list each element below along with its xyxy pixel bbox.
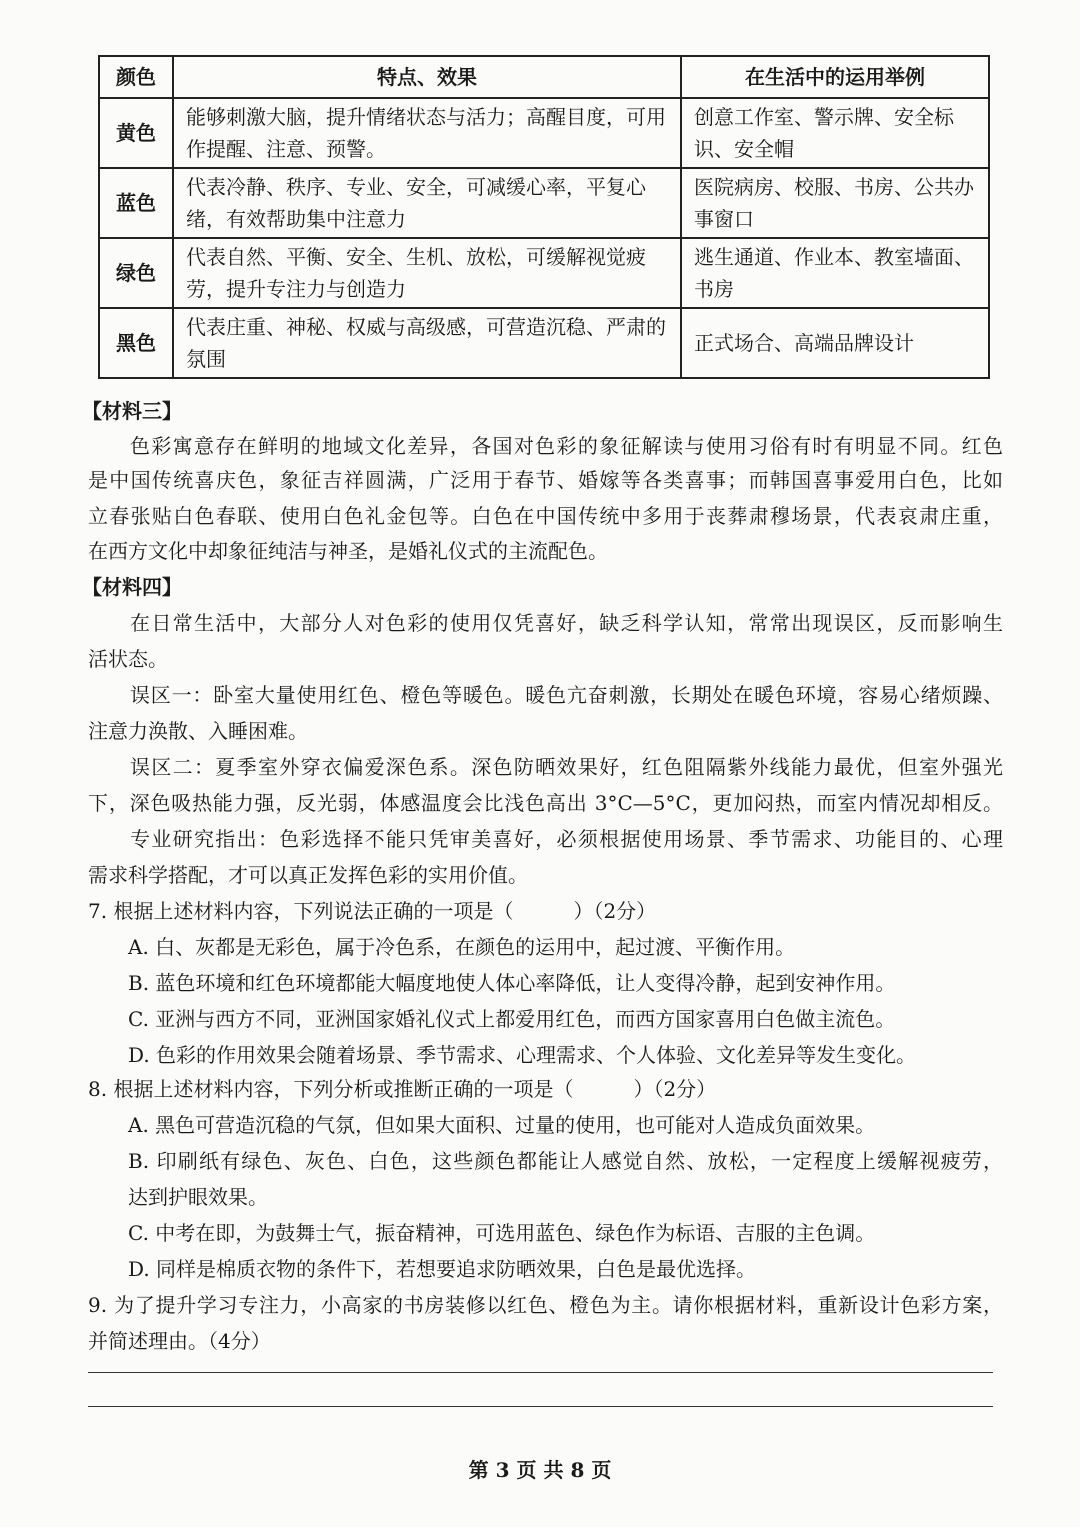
uses-cell: 正式场合、高端品牌设计 xyxy=(681,308,989,378)
material4-paragraph-line: 需求科学搭配，才可以真正发挥色彩的实用价值。 xyxy=(88,863,528,887)
question-9-stem-continued: 并简述理由。（4分） xyxy=(88,1329,271,1353)
material4-paragraph-line: 下，深色吸热能力强，反光弱，体感温度会比浅色高出 3°C—5°C，更加闷热，而室内情况却相反。 xyxy=(88,791,1003,815)
material4-paragraph-line: 误区二：夏季室外穿衣偏爱深色系。深色防晒效果好，红色阻隔紫外线能力最优，但室外强光 xyxy=(130,755,1003,779)
question-7-stem: 7. 根据上述材料内容，下列说法正确的一项是（ ）（2分） xyxy=(88,899,657,923)
material4-heading: 【材料四】 xyxy=(82,575,182,599)
question-7-option-a: A. 白、灰都是无彩色，属于冷色系，在颜色的运用中，起过渡、平衡作用。 xyxy=(128,935,796,959)
header-color: 颜色 xyxy=(99,56,173,98)
question-8-option-c: C. 中考在即，为鼓舞士气，振奋精神，可选用蓝色、绿色作为标语、吉服的主色调。 xyxy=(128,1221,876,1245)
material3-paragraph-line: 在西方文化中却象征纯洁与神圣，是婚礼仪式的主流配色。 xyxy=(88,539,608,563)
material3-paragraph-line: 立春张贴白色春联、使用白色礼金包等。白色在中国传统中多用于丧葬肃穆场景，代表哀肃庄重， xyxy=(88,504,1003,528)
features-cell: 代表自然、平衡、安全、生机、放松，可缓解视觉疲劳，提升专注力与创造力 xyxy=(173,238,681,308)
color-effects-table xyxy=(98,55,990,379)
question-8-stem: 8. 根据上述材料内容，下列分析或推断正确的一项是（ ）（2分） xyxy=(88,1077,717,1101)
page-number: 第 3 页 共 8 页 xyxy=(468,1458,612,1482)
question-7-option-b: B. 蓝色环境和红色环境都能大幅度地使人体心率降低，让人变得冷静，起到安神作用。 xyxy=(128,971,896,995)
uses-cell: 医院病房、校服、书房、公共办事窗口 xyxy=(681,168,989,238)
color-name-cell: 蓝色 xyxy=(99,168,173,238)
features-cell: 代表冷静、秩序、专业、安全，可减缓心率，平复心绪，有效帮助集中注意力 xyxy=(173,168,681,238)
material3-paragraph-line: 是中国传统喜庆色，象征吉祥圆满，广泛用于春节、婚嫁等各类喜事；而韩国喜事爱用白色，比如 xyxy=(88,468,1003,492)
material4-paragraph-line: 注意力涣散、入睡困难。 xyxy=(88,719,308,743)
color-name-cell: 黑色 xyxy=(99,308,173,378)
material4-paragraph-line: 在日常生活中，大部分人对色彩的使用仅凭喜好，缺乏科学认知，常常出现误区，反而影响生 xyxy=(130,611,1003,635)
material3-paragraph-line: 色彩寓意存在鲜明的地域文化差异，各国对色彩的象征解读与使用习俗有时有明显不同。红色 xyxy=(130,434,1003,458)
material4-paragraph-line: 专业研究指出：色彩选择不能只凭审美喜好，必须根据使用场景、季节需求、功能目的、心理 xyxy=(130,827,1003,851)
features-cell: 代表庄重、神秘、权威与高级感，可营造沉稳、严肃的氛围 xyxy=(173,308,681,378)
question-8-option-d: D. 同样是棉质衣物的条件下，若想要追求防晒效果，白色是最优选择。 xyxy=(128,1257,757,1281)
answer-line xyxy=(88,1372,993,1373)
color-name-cell: 黄色 xyxy=(99,98,173,168)
question-7-option-c: C. 亚洲与西方不同，亚洲国家婚礼仪式上都爱用红色，而西方国家喜用白色做主流色。 xyxy=(128,1007,896,1031)
table-header-row xyxy=(99,56,989,98)
question-8-option-b: B. 印刷纸有绿色、灰色、白色，这些颜色都能让人感觉自然、放松，一定程度上缓解视疲劳， xyxy=(128,1149,1003,1173)
table-row xyxy=(99,98,989,168)
header-features: 特点、效果 xyxy=(173,56,681,98)
question-9-stem: 9. 为了提升学习专注力，小高家的书房装修以红色、橙色为主。请你根据材料，重新设计色彩方案， xyxy=(88,1293,1003,1317)
uses-cell: 逃生通道、作业本、教室墙面、书房 xyxy=(681,238,989,308)
features-cell: 能够刺激大脑，提升情绪状态与活力；高醒目度，可用作提醒、注意、预警。 xyxy=(173,98,681,168)
answer-line xyxy=(88,1406,993,1407)
question-7-option-d: D. 色彩的作用效果会随着场景、季节需求、心理需求、个人体验、文化差异等发生变化。 xyxy=(128,1043,917,1067)
material3-heading: 【材料三】 xyxy=(82,399,182,423)
table-row xyxy=(99,238,989,308)
material4-paragraph-line: 误区一：卧室大量使用红色、橙色等暖色。暖色亢奋刺激，长期处在暖色环境，容易心绪烦躁、 xyxy=(130,683,1003,707)
question-8-option-a: A. 黑色可营造沉稳的气氛，但如果大面积、过量的使用，也可能对人造成负面效果。 xyxy=(128,1113,876,1137)
header-uses: 在生活中的运用举例 xyxy=(681,56,989,98)
question-8-option-b-continued: 达到护眼效果。 xyxy=(128,1185,268,1209)
color-name-cell: 绿色 xyxy=(99,238,173,308)
material4-paragraph-line: 活状态。 xyxy=(88,647,168,671)
table-row xyxy=(99,168,989,238)
uses-cell: 创意工作室、警示牌、安全标识、安全帽 xyxy=(681,98,989,168)
table-row xyxy=(99,308,989,378)
